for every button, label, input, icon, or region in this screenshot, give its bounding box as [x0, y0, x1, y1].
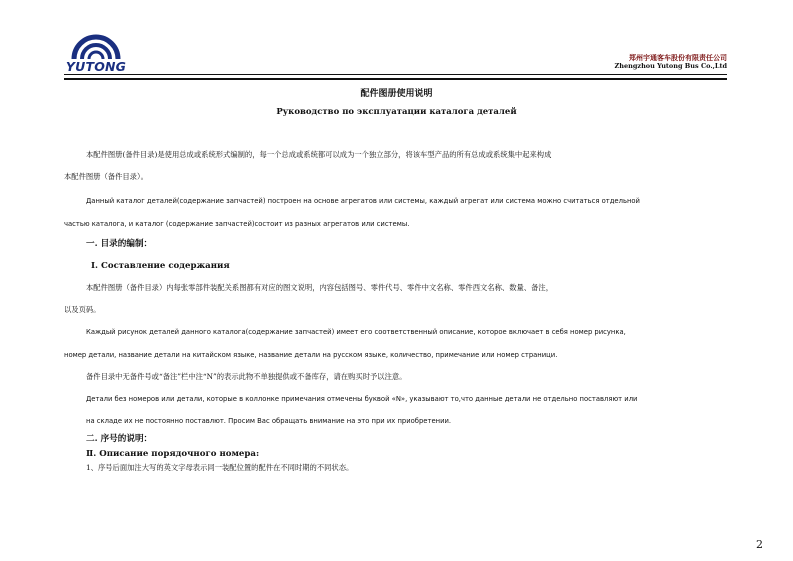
section-1-body-cn-line-1: 本配件图册（备件目录）内每张零部件装配关系图都有对应的图文说明，内容包括图号、零件代号、零件中文名称、零件西文名称、数量、备注，	[86, 283, 553, 292]
yutong-logo	[64, 26, 128, 78]
header-rule-thin	[64, 74, 727, 75]
note-cn: 备件目录中无备件号或“备注”栏中注“N”的表示此物不单独提供或不备库存，请在购买时予以注意。	[86, 372, 407, 381]
logo-text: YUTONG	[65, 59, 127, 74]
page-number: 2	[756, 538, 763, 551]
page-title-ru: Руководство по эксплуатации каталога деталей	[276, 107, 517, 117]
note-ru-line-2: на складе их не постоянно поставлют. Просим Вас обращать внимание на это при их приобретении.	[86, 417, 452, 425]
section-1-body-ru-line-1: Каждый рисунок деталей данного каталога(содержание запчастей) имеет его соответственный описание, которое включает в себя номер рисунка,	[86, 328, 626, 336]
section-1-body-cn-line-2: 以及页码。	[64, 305, 101, 314]
company-name-en: Zhengzhou Yutong Bus Co.,Ltd	[614, 62, 727, 70]
intro-cn-line-2: 本配件图册（备件目录）。	[64, 172, 148, 181]
company-block	[615, 53, 727, 71]
section-2-heading-ru: Ⅱ. Описание порядочного номера:	[86, 449, 260, 459]
intro-ru-line-2: частью каталога, и каталог (содержание запчастей)состоит из разных агрегатов или системы.	[64, 220, 410, 228]
section-1-heading-cn: 一. 目录的编制：	[86, 239, 153, 249]
note-ru-line-1: Детали без номеров или детали, которые в коллонке примечания отмечены буквой «N», указывают то,что данные детали не отдельно поставляют или	[86, 395, 638, 403]
section-1-body-ru-line-2: номер детали, название детали на китайском языке, название детали на русском языке, количество, примечание или номер страници.	[64, 351, 558, 359]
section-1-heading-ru: Ⅰ. Составление содержания	[91, 261, 230, 271]
company-name-cn: 郑州宇通客车股份有限责任公司	[629, 53, 727, 62]
logo-arcs-icon	[64, 26, 128, 60]
intro-ru-line-1: Данный каталог деталей(содержание запчастей) построен на основе агрегатов или системы, каждый агрегат или система можно считаться отдельной	[86, 197, 640, 205]
intro-cn-line-1: 本配件图册(备件目录)是使用总成或系统形式编制的，每一个总成或系统都可以成为一个独立部分，将该车型产品的所有总成或系统集中起来构成	[86, 150, 552, 159]
section-2-heading-cn: 二. 序号的说明：	[86, 434, 153, 444]
page-title-cn: 配件图册使用说明	[360, 89, 433, 99]
header-rule-thick	[64, 78, 727, 80]
section-2-item-1: 1、序号后面加注大写的英文字母表示同一装配位置的配件在不同时期的不同状态。	[86, 463, 354, 472]
